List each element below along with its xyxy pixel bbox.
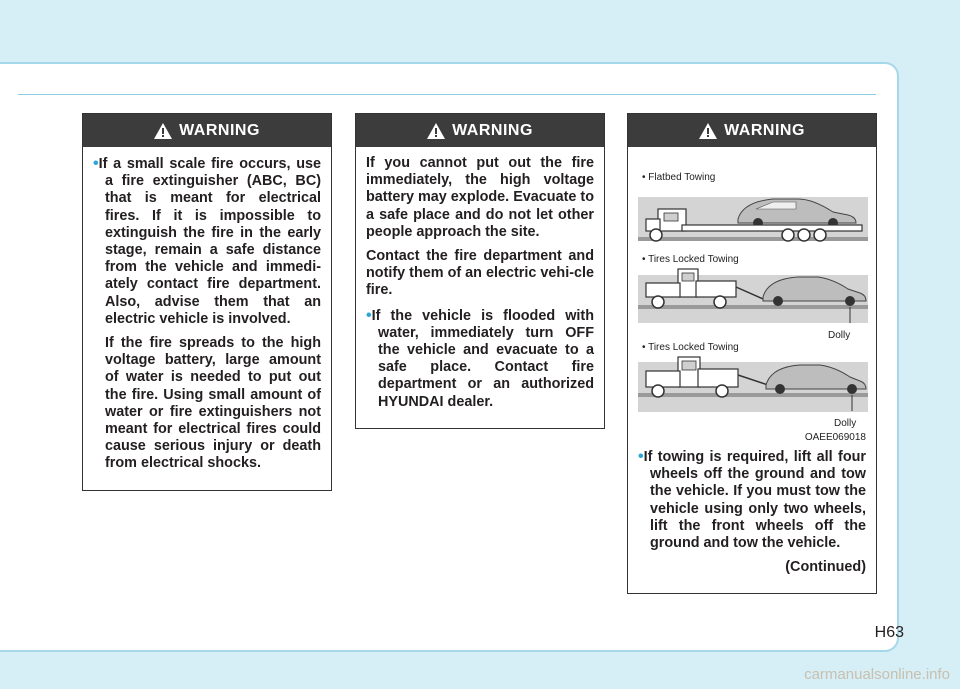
warning-header xyxy=(83,114,331,147)
tires-locked-towing-illustration-1 xyxy=(638,269,868,323)
warning-triangle-icon xyxy=(154,123,172,139)
page-number: H63 xyxy=(874,624,904,641)
towing-diagrams-svg xyxy=(638,157,868,440)
bullet-dot-icon: • xyxy=(638,448,644,465)
bullet-item: •If the vehicle is flooded with water, immediately turn OFF the vehicle and evacuate to a safe place. Contact fire department or an authorized HYUNDAI dealer. xyxy=(366,306,594,410)
warning-title: WARNING xyxy=(724,121,805,139)
dolly-label: Dolly xyxy=(834,418,857,429)
warning-header xyxy=(356,114,604,147)
warning-header xyxy=(628,114,876,147)
warning-box-1 xyxy=(82,113,332,491)
figure-label-tires-locked-1: • Tires Locked Towing xyxy=(642,254,739,265)
warning-title: WARNING xyxy=(179,121,260,139)
figure-code: OAEE069018 xyxy=(804,432,866,443)
paragraph: If you cannot put out the fire immediately, the high voltage battery may explode. Evacuate to a safe place and do not let other people approach the site. xyxy=(366,155,594,240)
paragraph: If the fire spreads to the high voltage battery, large amount of water is needed to put out the fire. Using small amount of water or fire extinguishers not meant for electrical fires could cause serious injury or death from electrical shocks. xyxy=(105,335,321,472)
header-rule xyxy=(18,94,876,95)
warning-triangle-icon xyxy=(699,123,717,139)
paragraph: Contact the fire department and notify them of an electric vehi-cle fire. xyxy=(366,248,594,299)
continued-label: (Continued) xyxy=(785,559,866,576)
figure-label-flatbed: • Flatbed Towing xyxy=(642,172,716,183)
watermark: carmanualsonline.info xyxy=(804,666,950,683)
flatbed-towing-illustration xyxy=(638,197,868,241)
dolly-label: Dolly xyxy=(828,330,851,341)
warning-triangle-icon xyxy=(427,123,445,139)
bullet-dot-icon: • xyxy=(93,155,99,172)
bullet-dot-icon: • xyxy=(366,306,372,324)
bullet-item: •If a small scale fire occurs, use a fire extinguisher (ABC, BC) that is meant for electrical fires. If it is impossible to extinguish the fire in the early stage, remain a safe distance from the vehicle and immedi-ately contact fire department. Also, advise them that an electric vehicle is involved. xyxy=(93,155,321,327)
bullet-item: •If towing is required, lift all four wheels off the ground and tow the vehicle. If you must tow the vehicle using only two wheels, lift the front wheels off the ground and tow the vehicle. xyxy=(638,448,866,552)
figure-label-tires-locked-2: • Tires Locked Towing xyxy=(642,342,739,353)
warning-box-2 xyxy=(355,113,605,429)
warning-box-3 xyxy=(627,113,877,594)
tires-locked-towing-illustration-2 xyxy=(638,357,868,412)
towing-illustration xyxy=(638,157,866,443)
warning-title: WARNING xyxy=(452,121,533,139)
